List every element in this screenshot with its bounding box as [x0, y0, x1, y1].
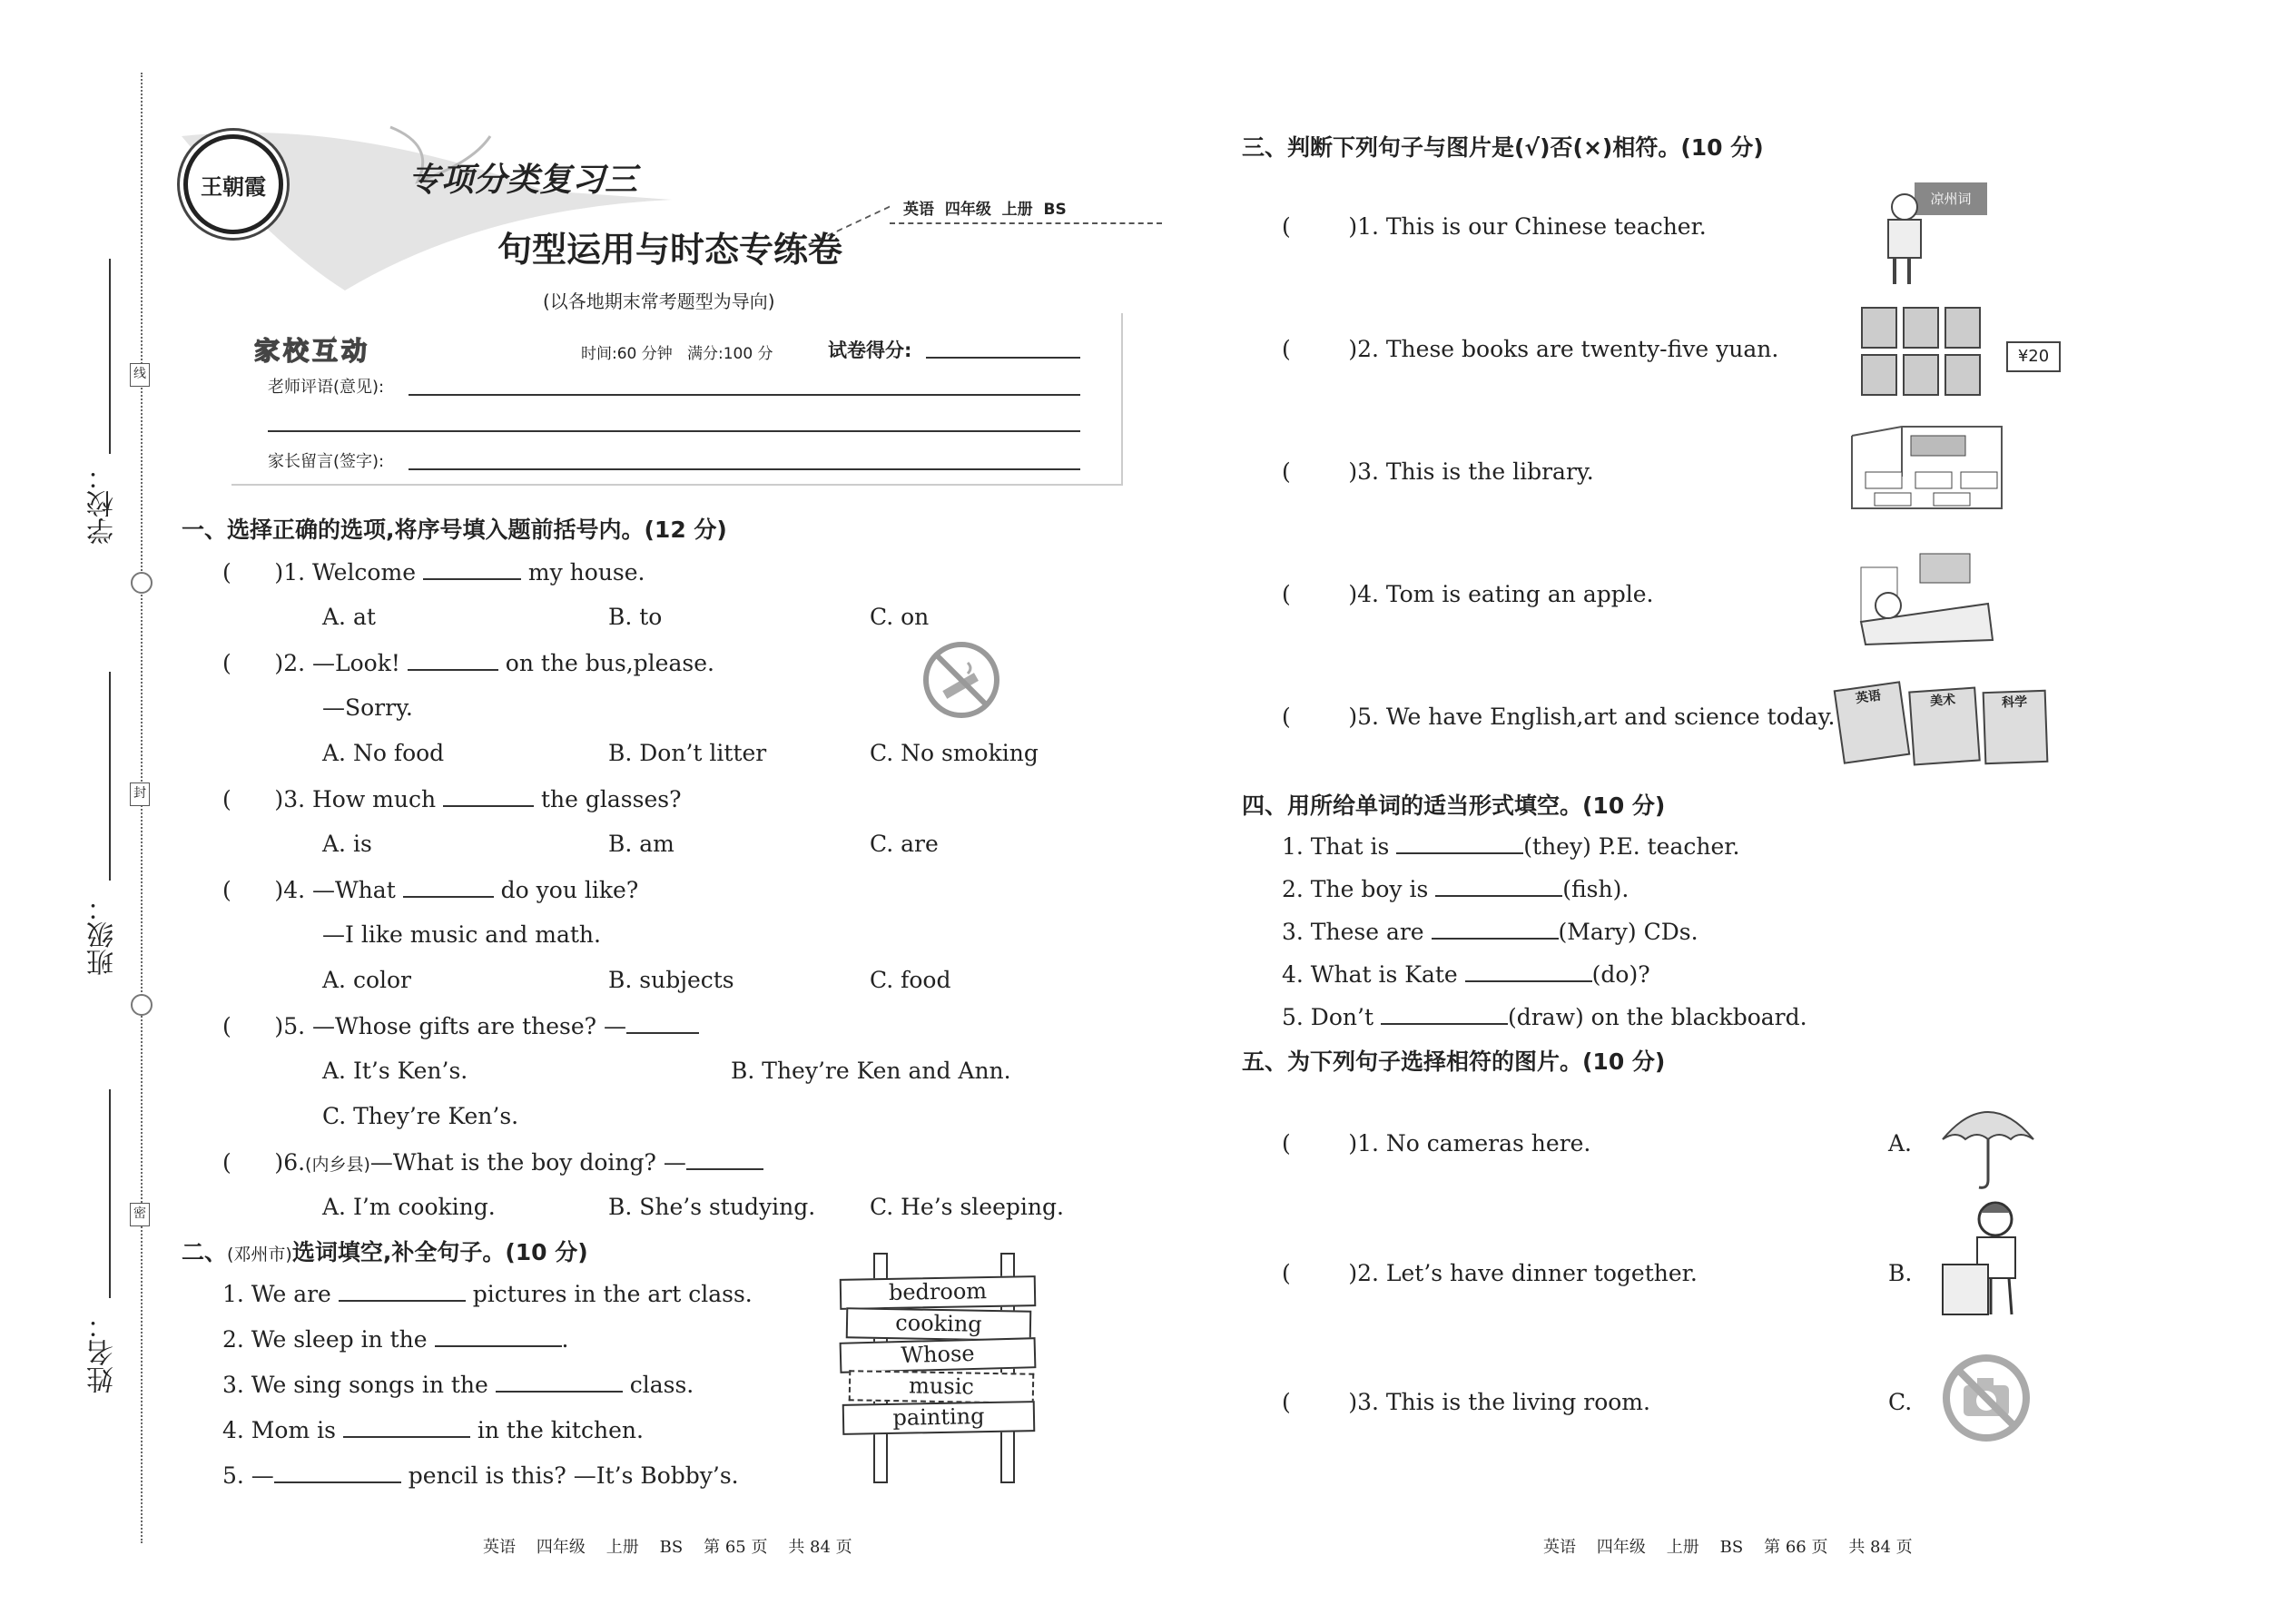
q2-line2: —Sorry.: [322, 694, 413, 721]
q6-stem: ( )6.(内乡县)—What is the boy doing? —: [222, 1148, 763, 1176]
series-title: 专项分类复习三: [409, 162, 638, 199]
name-label: 姓名：: [87, 1312, 119, 1393]
section2-title: 二、(邓州市)选词填空,补全句子。(10 分): [182, 1239, 588, 1265]
classroom-picture: [1847, 422, 2006, 513]
q1-option-c: C. on: [870, 604, 930, 630]
q1-option-b: B. to: [608, 604, 663, 630]
q2-option-a: A. No food: [322, 740, 445, 766]
q3-blank[interactable]: [443, 785, 534, 807]
no-smoking-icon: [922, 641, 1000, 719]
s4-blank-2[interactable]: [1435, 875, 1562, 897]
q3-option-b: B. am: [608, 831, 674, 857]
s4-blank-4[interactable]: [1465, 960, 1592, 982]
s5-option-b: B.: [1888, 1260, 1913, 1286]
section4-title: 四、用所给单词的适当形式填空。(10 分): [1242, 792, 1666, 819]
score-label: 试卷得分:: [828, 340, 912, 361]
s2-blank-2[interactable]: [435, 1325, 562, 1347]
s3-item-3: ( )3. This is the library.: [1282, 458, 1594, 485]
time-label: 时间:60 分钟 满分:100 分: [581, 345, 773, 363]
q3-option-c: C. are: [870, 831, 939, 857]
s3-item-1: ( )1. This is our Chinese teacher.: [1282, 213, 1707, 240]
word-board-5: painting: [842, 1401, 1036, 1435]
binding-dotted-line: [141, 73, 143, 1543]
school-label: 学校：: [87, 463, 119, 545]
q4-option-b: B. subjects: [608, 967, 734, 993]
parent-field[interactable]: [409, 468, 1080, 470]
section5-title: 五、为下列句子选择相符的图片。(10 分): [1242, 1048, 1666, 1075]
s2-blank-5[interactable]: [274, 1462, 401, 1483]
q6-option-c: C. He’s sleeping.: [870, 1194, 1064, 1220]
logo: 王朝霞: [183, 134, 283, 234]
s3-item-5: ( )5. We have English,art and science today.: [1282, 704, 1836, 730]
q5-option-a: A. It’s Ken’s.: [322, 1058, 468, 1084]
subject-books-picture: [1834, 676, 2052, 763]
score-field[interactable]: [926, 357, 1080, 359]
s2-line2: 2. We sleep in the .: [222, 1326, 569, 1353]
s4-blank-3[interactable]: [1432, 918, 1559, 940]
binding-circle-1: [131, 572, 153, 594]
book-label-science: 科学: [2001, 694, 2028, 711]
school-field[interactable]: [109, 259, 111, 454]
q5-blank[interactable]: [626, 1012, 699, 1034]
teacher-label: 老师评语(意见):: [268, 378, 385, 397]
subtitle: (以各地期末常考题型为导向): [543, 290, 775, 312]
seal-mark-3: 密: [130, 1203, 150, 1226]
q2-blank[interactable]: [408, 649, 498, 671]
s2-blank-4[interactable]: [343, 1416, 470, 1438]
q4-option-a: A. color: [322, 967, 411, 993]
name-field[interactable]: [109, 1089, 111, 1298]
price-tag: ¥20: [2006, 341, 2061, 372]
q4-option-c: C. food: [870, 967, 951, 993]
q4-stem: ( )4. —What do you like?: [222, 877, 639, 903]
book-label-english: 英语: [1855, 688, 1883, 707]
book-label-art: 美术: [1929, 693, 1956, 710]
s5-item-2: ( )2. Let’s have dinner together.: [1282, 1260, 1698, 1286]
seal-mark-2: 封: [130, 782, 150, 806]
no-camera-icon: [1941, 1353, 2032, 1447]
q1-stem: ( )1. Welcome my house.: [222, 559, 645, 586]
umbrella-icon: [1934, 1094, 2043, 1197]
s2-line5: 5. — pencil is this? —It’s Bobby’s.: [222, 1462, 739, 1489]
teacher-field[interactable]: [409, 394, 1080, 396]
section3-title: 三、判断下列句子与图片是(√)否(×)相符。(10 分): [1242, 134, 1764, 161]
word-board-4: music: [849, 1370, 1035, 1404]
s3-item-4: ( )4. Tom is eating an apple.: [1282, 581, 1654, 607]
s5-item-1: ( )1. No cameras here.: [1282, 1130, 1591, 1156]
boy-at-table-icon: [1941, 1196, 2032, 1323]
books-price-picture: [1861, 307, 2061, 398]
s4-line2: 2. The boy is (fish).: [1282, 876, 1629, 902]
s5-option-c: C.: [1888, 1389, 1913, 1415]
main-title: 句型运用与时态专练卷: [497, 230, 843, 270]
subject-tag: 英语 四年级 上册 BS: [903, 201, 1067, 219]
footer-left: 英语 四年级 上册 BS 第 65 页 共 84 页: [483, 1538, 852, 1557]
q2-option-c: C. No smoking: [870, 740, 1039, 766]
s5-option-a: A.: [1888, 1130, 1913, 1156]
s2-line4: 4. Mom is in the kitchen.: [222, 1417, 644, 1443]
q5-option-c: C. They’re Ken’s.: [322, 1103, 519, 1129]
s4-line4: 4. What is Kate (do)?: [1282, 961, 1650, 988]
s2-blank-1[interactable]: [339, 1280, 466, 1302]
q1-blank[interactable]: [423, 558, 521, 580]
q6-blank[interactable]: [686, 1148, 763, 1170]
q2-option-b: B. Don’t litter: [608, 740, 767, 766]
s2-blank-3[interactable]: [496, 1371, 623, 1393]
section1-title: 一、选择正确的选项,将序号填入题前括号内。(12 分): [182, 517, 727, 543]
q6-option-b: B. She’s studying.: [608, 1194, 816, 1220]
s4-line3: 3. These are (Mary) CDs.: [1282, 919, 1698, 945]
q5-stem: ( )5. —Whose gifts are these? —: [222, 1012, 699, 1039]
class-field[interactable]: [109, 672, 111, 881]
q4-line2: —I like music and math.: [322, 921, 601, 948]
teacher-picture: 凉州词: [1884, 177, 1993, 290]
word-board-2: cooking: [846, 1307, 1032, 1342]
q5-option-b: B. They’re Ken and Ann.: [731, 1058, 1011, 1084]
q1-option-a: A. at: [322, 604, 376, 630]
binding-circle-2: [131, 994, 153, 1016]
s4-blank-5[interactable]: [1381, 1003, 1508, 1025]
s5-item-3: ( )3. This is the living room.: [1282, 1389, 1650, 1415]
teacher-field-2[interactable]: [268, 430, 1080, 432]
s3-item-2: ( )2. These books are twenty-five yuan.: [1282, 336, 1779, 362]
parent-label: 家长留言(签字):: [268, 452, 385, 471]
s4-line5: 5. Don’t (draw) on the blackboard.: [1282, 1004, 1807, 1030]
class-label: 班级：: [87, 894, 119, 976]
footer-right: 英语 四年级 上册 BS 第 66 页 共 84 页: [1543, 1538, 1913, 1557]
subject-tag-line: [890, 222, 1162, 224]
q3-stem: ( )3. How much the glasses?: [222, 786, 682, 812]
q3-option-a: A. is: [322, 831, 372, 857]
sleeping-boy-picture: [1852, 549, 1997, 649]
interaction-label: 家校互动: [254, 336, 371, 366]
seal-mark-1: 线: [130, 363, 150, 387]
q4-blank[interactable]: [403, 876, 494, 898]
q2-stem: ( )2. —Look! on the bus,please.: [222, 650, 714, 676]
s4-blank-1[interactable]: [1396, 832, 1523, 854]
s2-line3: 3. We sing songs in the class.: [222, 1372, 694, 1398]
q6-option-a: A. I’m cooking.: [322, 1194, 496, 1220]
word-board-3: Whose: [840, 1337, 1037, 1373]
s4-line1: 1. That is (they) P.E. teacher.: [1282, 833, 1740, 860]
word-board-1: bedroom: [840, 1275, 1037, 1310]
s2-line1: 1. We are pictures in the art class.: [222, 1281, 753, 1307]
